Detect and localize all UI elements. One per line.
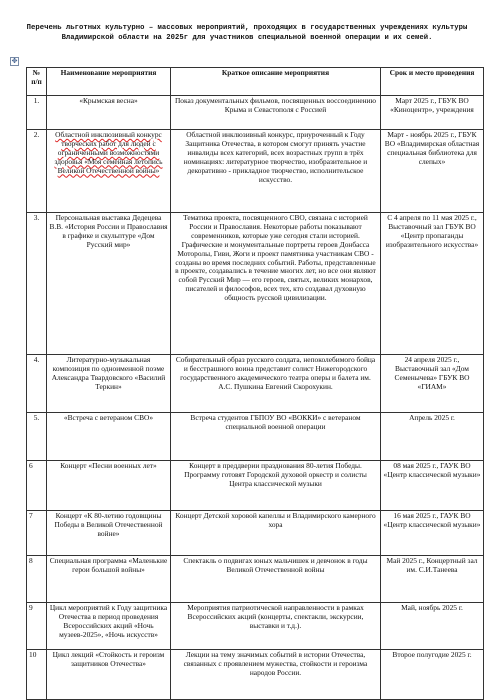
row-number: 2.	[27, 130, 47, 213]
row-number: 3.	[27, 213, 47, 355]
row-number: 1.	[27, 96, 47, 130]
row-number: 10	[27, 650, 47, 700]
event-description: Концерт Детской хоровой капеллы и Владимирского камерного хора	[171, 511, 381, 556]
table-header-row	[27, 68, 484, 96]
event-name: Цикл мероприятий к Году защитника Отечества в период проведения Всероссийских акций «Ночь музеев-2025», «Ночь искусств»	[47, 603, 171, 650]
event-date-place: Май, ноябрь 2025 г.	[381, 603, 484, 650]
event-date-place: Май 2025 г., Концертный зал им. С.И.Танеева	[381, 556, 484, 603]
event-description: Собирательный образ русского солдата, непоколебимого бойца и бесстрашного воина представит солист Нижегородского государственного академического театра оперы и балета им. А.С. Пушкина Евгений Скорохукин.	[171, 355, 381, 413]
row-number: 4.	[27, 355, 47, 413]
table-row	[27, 355, 484, 413]
event-description: Встреча студентов ГБПОУ ВО «ВОККИ» с ветераном специальной военной операции	[171, 413, 381, 461]
event-date-place: 24 апреля 2025 г., Выставочный зал «Дом Семенычева» ГБУК ВО «ГИАМ»	[381, 355, 484, 413]
event-description: Спектакль о подвигах юных мальчишек и девчонок в годы Великой Отечественной войны	[171, 556, 381, 603]
row-number: 9	[27, 603, 47, 650]
table-row	[27, 413, 484, 461]
event-name: Специальная программа «Маленькие герои большой войны»	[47, 556, 171, 603]
event-name: Концерт «Песни военных лет»	[47, 461, 171, 511]
event-name: «Крымская весна»	[47, 96, 171, 130]
header-name: Наименование мероприятия	[47, 68, 171, 96]
row-number: 5.	[27, 413, 47, 461]
event-date-place: Второе полугодие 2025 г.	[381, 650, 484, 700]
event-description: Лекции на тему значимых событий в истории Отечества, связанных с проявлением мужества, стойкости и героизма народов России.	[171, 650, 381, 700]
event-name: Цикл лекций «Стойкость и героизм защитников Отечества»	[47, 650, 171, 700]
event-description: Концерт в преддверии празднования 80-летия Победы. Программу готовят Городской духовой оркестр и солисты Центра классической музыки	[171, 461, 381, 511]
table-row	[27, 556, 484, 603]
event-name: Областной инклюзивный конкурс творческих работ для людей с ограниченными возможностями здоровья «Моя семейная летопись Великой Отечественной войны»	[47, 130, 171, 213]
row-number: 8	[27, 556, 47, 603]
header-date-place: Срок и место проведения	[381, 68, 484, 96]
event-description: Областной инклюзивный конкурс, приуроченный к Году Защитника Отечества, в котором смогут принять участие инвалиды всех категорий, всех возрастных групп в трёх номинациях: литературное творчество, изобразительное и декоративно - прикладное творчество, исполнительское искусство.	[171, 130, 381, 213]
event-date-place: 16 мая 2025 г., ГАУК ВО «Центр классической музыки»	[381, 511, 484, 556]
table-row	[27, 96, 484, 130]
header-description: Краткое описание мероприятия	[171, 68, 381, 96]
table-row	[27, 461, 484, 511]
event-description: Тематика проекта, посвященного СВО, связана с историей России и Православия. Некоторые работы показывают современников, которые уже сегодня стали историей. Графические и монументальные портреты героев Донбасса Моторолы, Гиви, Жоги и проект памятника участникам СВО - созданы во время последних событий. Работы, представленные в проекте, создавались в течение многих лет, но все они являют собой Русский Мир — его героев, святых, великих монархов, писателей и философов, всех тех, кто создавал духовную общность русской цивилизации.	[171, 213, 381, 355]
event-description: Мероприятия патриотической направленности в рамках Всероссийских акций (концерты, спектакли, экскурсии, выставки и т.д.).	[171, 603, 381, 650]
move-arrows-icon[interactable]: ✥	[11, 57, 18, 65]
events-table	[26, 67, 484, 700]
table-row	[27, 130, 484, 213]
event-name: Литературно-музыкальная композиция по одноименной поэме Александра Твардовского «Василий Теркин»	[47, 355, 171, 413]
event-date-place: 08 мая 2025 г., ГАУК ВО «Центр классической музыки»	[381, 461, 484, 511]
event-date-place: Март 2025 г., ГБУК ВО «Киноцентр», учреждения	[381, 96, 484, 130]
event-date-place: С 4 апреля по 11 мая 2025 г., Выставочный зал ГБУК ВО «Центр пропаганды изобразительного искусства»	[381, 213, 484, 355]
table-row	[27, 511, 484, 556]
event-name: Персональная выставка Дедецева В.В. «История России и Православия в графике и скульптуре «Дом Русский мир»	[47, 213, 171, 355]
table-row	[27, 603, 484, 650]
table-row	[27, 213, 484, 355]
event-date-place: Март - ноябрь 2025 г., ГБУК ВО «Владимирская областная специальная библиотека для слепых»	[381, 130, 484, 213]
event-description: Показ документальных фильмов, посвященных воссоединению Крыма и Севастополя с Россией	[171, 96, 381, 130]
event-date-place: Апрель 2025 г.	[381, 413, 484, 461]
event-name: Концерт «К 80-летию годовщины Победы в Великой Отечественной войне»	[47, 511, 171, 556]
row-number: 7	[27, 511, 47, 556]
header-number: № п/п	[27, 68, 47, 96]
table-row	[27, 650, 484, 700]
document-title: Перечень льготных культурно – массовых мероприятий, проходящих в государственных учреждениях культуры Владимирской области на 2025г для участников специальной военной операции и их семей.	[26, 24, 468, 42]
event-name: «Встреча с ветераном СВО»	[47, 413, 171, 461]
row-number: 6	[27, 461, 47, 511]
